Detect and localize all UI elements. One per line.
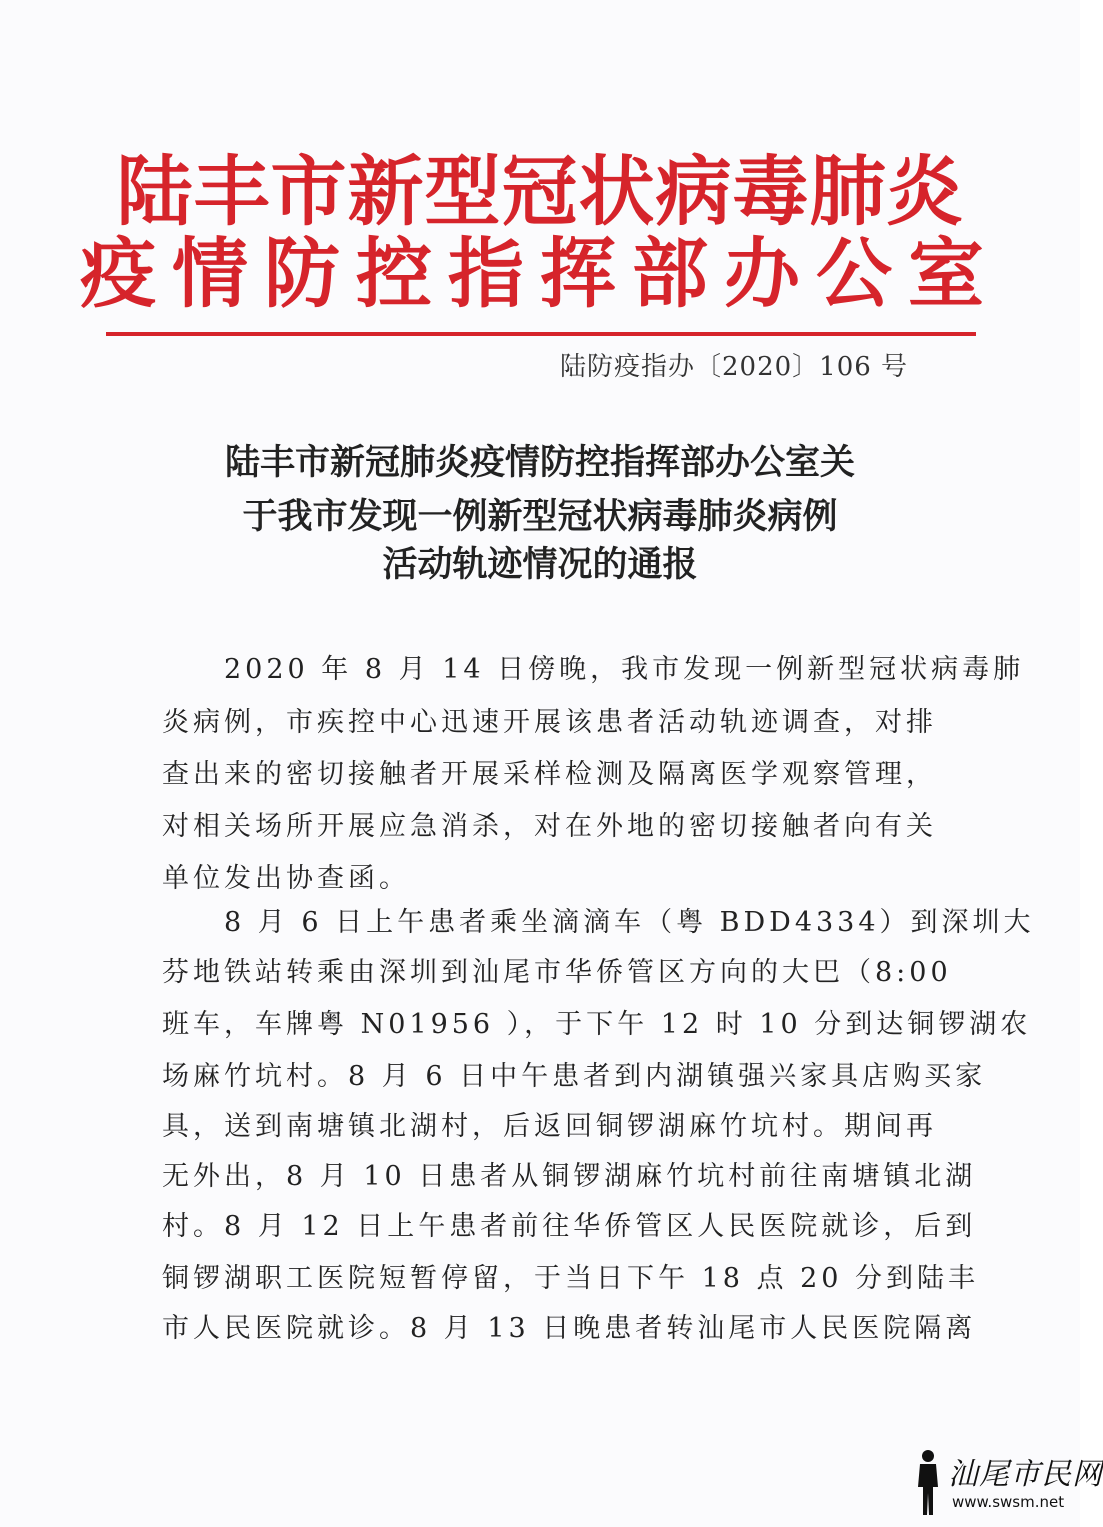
body-line: 查出来的密切接触者开展采样检测及隔离医学观察管理， xyxy=(162,759,937,790)
body-line: 市人民医院就诊。8 月 13 日晚患者转汕尾市人民医院隔离 xyxy=(162,1313,977,1344)
body-line: 班车，车牌粤 N01956 ），于下午 12 时 10 分到达铜锣湖农 xyxy=(162,1009,1032,1040)
watermark-url: www.swsm.net xyxy=(952,1493,1065,1511)
body-line: 具，送到南塘镇北湖村，后返回铜锣湖麻竹坑村。期间再 xyxy=(162,1111,937,1142)
body-line: 芬地铁站转乘由深圳到汕尾市华侨管区方向的大巴（8:00 xyxy=(162,957,952,988)
document-number: 陆防疫指办〔2020〕106 号 xyxy=(560,352,909,382)
red-divider-line xyxy=(106,332,976,336)
body-line: 8 月 6 日上午患者乘坐滴滴车（粤 BDD4334）到深圳大 xyxy=(162,907,1035,938)
document-title-line-2: 于我市发现一例新型冠状病毒肺炎病例 xyxy=(242,497,838,537)
document-title-line-1: 陆丰市新冠肺炎疫情防控指挥部办公室关 xyxy=(224,443,855,483)
body-line: 铜锣湖职工医院短暂停留，于当日下午 18 点 20 分到陆丰 xyxy=(162,1263,980,1294)
body-line: 对相关场所开展应急消杀，对在外地的密切接触者向有关 xyxy=(162,811,937,842)
body-line: 场麻竹坑村。8 月 6 日中午患者到内湖镇强兴家具店购买家 xyxy=(162,1061,987,1092)
issuer-header-line-1: 陆丰市新型冠状病毒肺炎 xyxy=(116,147,964,236)
site-watermark xyxy=(912,1447,1103,1523)
body-line: 无外出，8 月 10 日患者从铜锣湖麻竹坑村前往南塘镇北湖 xyxy=(162,1161,977,1192)
issuer-header-line-2: 疫情防控指挥部办公室 xyxy=(80,229,1000,318)
document-title-line-3: 活动轨迹情况的通报 xyxy=(382,545,698,585)
body-line: 2020 年 8 月 14 日傍晚，我市发现一例新型冠状病毒肺 xyxy=(162,654,1025,685)
watermark-site-name: 汕尾市民网 xyxy=(948,1457,1103,1492)
body-line: 村。8 月 12 日上午患者前往华侨管区人民医院就诊，后到 xyxy=(162,1211,977,1242)
body-line: 炎病例，市疾控中心迅速开展该患者活动轨迹调查，对排 xyxy=(162,707,937,738)
figure-silhouette-icon xyxy=(912,1447,944,1519)
body-line: 单位发出协查函。 xyxy=(162,863,410,894)
